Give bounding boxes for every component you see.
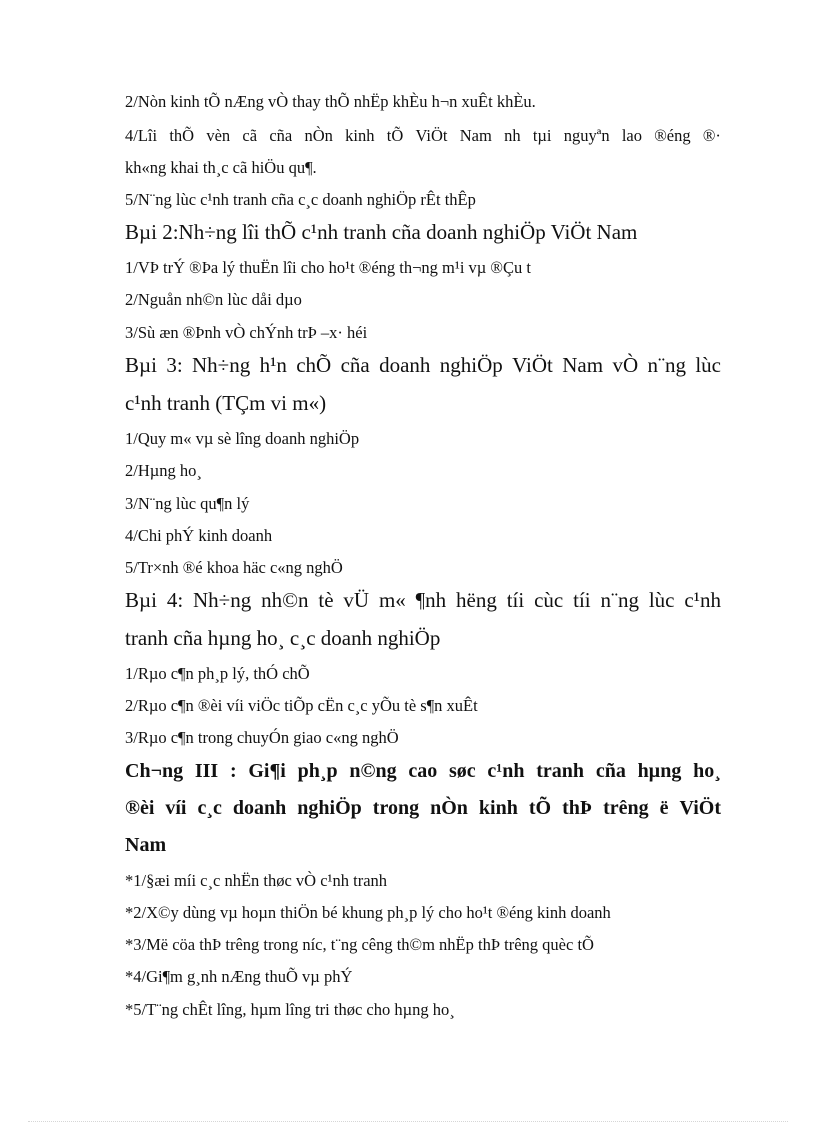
word: n¨ng: [600, 588, 639, 612]
page-bottom-rule: [28, 1121, 788, 1122]
section-heading-bai-3: [125, 353, 721, 378]
word: ®·: [702, 126, 721, 145]
word: lùc: [695, 353, 721, 377]
section-heading-bai-3-cont: c¹nh tranh (TÇm vi m«): [125, 391, 327, 415]
word: Bµi: [125, 588, 157, 612]
word: tè: [318, 588, 334, 612]
word: Nh÷ng: [192, 353, 251, 377]
text-line-24: *1/§æi míi c¸c nhËn thøc vÒ c¹nh tranh: [125, 871, 388, 890]
word: chÕ: [296, 353, 332, 377]
word: n¨ng: [647, 353, 686, 377]
word: doanh: [379, 353, 431, 377]
word: Bµi: [125, 353, 157, 377]
word: víi: [165, 797, 187, 819]
section-heading-bai-4: [125, 588, 721, 613]
word: hµng: [637, 760, 682, 782]
word: c¹nh: [684, 588, 721, 612]
word: ViÖt: [415, 126, 448, 145]
text-line-7: 2/Nguån nh©n lùc dåi dµo: [125, 290, 302, 309]
word: tÕ: [528, 797, 552, 819]
text-line-1: 2/Nòn kinh tÕ nÆng vÒ thay thÕ nhËp khÈu h¬n xuÊt khÈu.: [125, 92, 536, 111]
word: trêng: [603, 797, 649, 819]
chapter-heading-line-1: [125, 760, 721, 783]
word: cùc: [534, 588, 564, 612]
word: h¹n: [259, 353, 287, 377]
word: vÜ: [343, 588, 370, 612]
word: tµi: [532, 126, 552, 145]
text-line-11: 1/Quy m« vµ sè lîng doanh nghiÖp: [125, 429, 360, 448]
chapter-heading-line-3: Nam: [125, 834, 167, 856]
word: tranh: [536, 760, 585, 782]
text-line-3: kh«ng khai th¸c cã hiÖu qu¶.: [125, 158, 317, 177]
word: nghiÖp: [439, 353, 503, 377]
text-line-2: [125, 126, 721, 146]
word: cña: [595, 760, 626, 782]
word: cã: [242, 126, 258, 145]
word: trong: [372, 797, 420, 819]
word: nguyªn: [563, 126, 610, 145]
word: ViÖt: [512, 353, 553, 377]
section-heading-bai-2: Bµi 2:Nh÷ng lîi thÕ c¹nh tranh cña doanh nghiÖp ViÖt Nam: [125, 220, 638, 244]
word: vÒ: [612, 353, 639, 377]
text-line-18: 1/Rµo c¶n ph¸p lý, thÓ chÕ: [125, 664, 310, 683]
text-line-8: 3/Sù æn ®Þnh vÒ chÝnh trÞ –x· héi: [125, 323, 368, 342]
word: kinh: [478, 797, 518, 819]
text-line-25: *2/X©y dùng vµ hoµn thiÖn bé khung ph¸p lý cho ho¹t ®éng kinh doanh: [125, 903, 611, 922]
word: c¹nh: [487, 760, 525, 782]
text-line-20: 3/Rµo c¶n trong chuyÓn giao c«ng nghÖ: [125, 728, 399, 747]
word: ph¸p: [297, 760, 338, 782]
text-line-14: 4/Chi phÝ kinh doanh: [125, 526, 273, 545]
word: ViÖt: [679, 797, 721, 819]
text-line-27: *4/Gi¶m g¸nh nÆng thuÕ vµ phÝ: [125, 967, 353, 986]
word: søc: [448, 760, 476, 782]
word: kinh: [345, 126, 375, 145]
chapter-heading-line-2: [125, 797, 721, 820]
word: ®éng: [654, 126, 691, 145]
word: nh©n: [261, 588, 309, 612]
word: Ch¬ng: [125, 760, 184, 782]
word: m«: [378, 588, 406, 612]
word: nÒn: [430, 797, 468, 819]
text-line-4: 5/N¨ng lùc c¹nh tranh cña c¸c doanh nghiÖp rÊt thÊp: [125, 190, 476, 209]
word: cña: [340, 353, 370, 377]
word: n©ng: [349, 760, 397, 782]
text-line-28: *5/T¨ng chÊt lîng, hµm lîng tri thøc cho hµng ho¸: [125, 1000, 455, 1019]
word: 3:: [166, 353, 183, 377]
text-line-26: *3/Më cöa thÞ trêng trong níc, t¨ng cêng th©m nhËp thÞ trêng quèc tÕ: [125, 935, 594, 954]
word: nÒn: [304, 126, 333, 145]
word: ®èi: [125, 797, 155, 819]
word: thÕ: [169, 126, 195, 145]
word: lùc: [648, 588, 675, 612]
word: 4:: [166, 588, 184, 612]
word: ë: [659, 797, 669, 819]
word: Gi¶i: [248, 760, 286, 782]
word: tíi: [573, 588, 591, 612]
section-heading-bai-4-cont: tranh cña hµng ho¸ c¸c doanh nghiÖp: [125, 626, 441, 650]
word: thÞ: [562, 797, 593, 819]
word: Nam: [459, 126, 492, 145]
text-line-12: 2/Hµng ho¸: [125, 461, 202, 480]
word: nghiÖp: [297, 797, 362, 819]
word: nh: [504, 126, 521, 145]
text-line-19: 2/Rµo c¶n ®èi víi viÖc tiÕp cËn c¸c yÕu tè s¶n xuÊt: [125, 696, 478, 715]
word: Nh÷ng: [193, 588, 252, 612]
text-line-15: 5/Tr×nh ®é khoa häc c«ng nghÖ: [125, 558, 343, 577]
word: :: [229, 760, 237, 782]
word: ho¸: [693, 760, 721, 782]
text-line-6: 1/VÞ trÝ ®Þa lý thuËn lîi cho ho¹t ®éng th¬ng m¹i vµ ®Çu t: [125, 258, 531, 277]
word: hëng: [456, 588, 497, 612]
word: tíi: [506, 588, 525, 612]
word: ¶nh: [415, 588, 447, 612]
word: 4/Lîi: [125, 126, 158, 145]
word: cao: [408, 760, 438, 782]
text-line-13: 3/N¨ng lùc qu¶n lý: [125, 494, 250, 513]
word: doanh: [232, 797, 287, 819]
word: Nam: [562, 353, 604, 377]
word: lao: [621, 126, 643, 145]
word: III: [194, 760, 219, 782]
word: c¸c: [197, 797, 222, 819]
word: tÕ: [386, 126, 404, 145]
word: cña: [269, 126, 293, 145]
word: vèn: [206, 126, 231, 145]
